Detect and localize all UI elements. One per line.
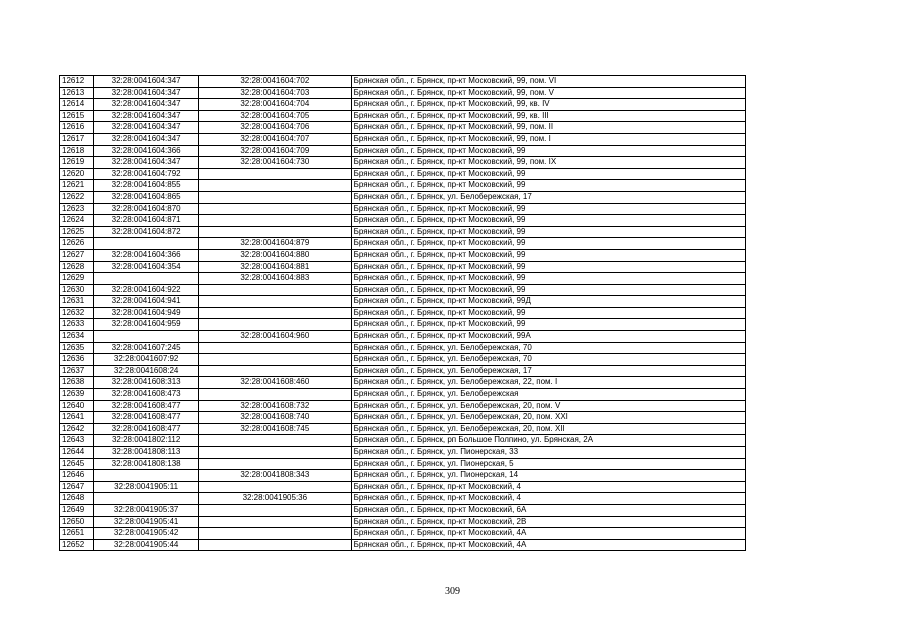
row-number-cell: 12620 bbox=[60, 168, 94, 180]
table-row bbox=[60, 481, 746, 493]
row-number-cell: 12622 bbox=[60, 191, 94, 203]
address-cell: Брянская обл., г. Брянск, пр-кт Московский, 99 bbox=[351, 180, 745, 192]
address-cell: Брянская обл., г. Брянск, ул. Белобережская, 20, пом. XII bbox=[351, 423, 745, 435]
row-number-cell: 12642 bbox=[60, 423, 94, 435]
parcel-cadastral-number-cell: 32:28:0041607:245 bbox=[94, 342, 199, 354]
address-cell: Брянская обл., г. Брянск, пр-кт Московский, 99, пом. V bbox=[351, 87, 745, 99]
row-number-cell: 12647 bbox=[60, 481, 94, 493]
address-cell: Брянская обл., г. Брянск, ул. Пионерская, 5 bbox=[351, 458, 745, 470]
parcel-cadastral-number-cell bbox=[94, 470, 199, 482]
table-row bbox=[60, 458, 746, 470]
address-cell: Брянская обл., г. Брянск, пр-кт Московский, 4А bbox=[351, 528, 745, 540]
table-body bbox=[60, 76, 746, 551]
address-cell: Брянская обл., г. Брянск, пр-кт Московский, 99 bbox=[351, 145, 745, 157]
address-cell: Брянская обл., г. Брянск, ул. Белобережская, 17 bbox=[351, 191, 745, 203]
parcel-cadastral-number-cell: 32:28:0041604:347 bbox=[94, 87, 199, 99]
address-cell: Брянская обл., г. Брянск, пр-кт Московский, 4 bbox=[351, 481, 745, 493]
parcel-cadastral-number-cell: 32:28:0041608:477 bbox=[94, 412, 199, 424]
table-row bbox=[60, 539, 746, 551]
page-number: 309 bbox=[445, 586, 460, 597]
row-number-cell: 12613 bbox=[60, 87, 94, 99]
parcel-cadastral-number-cell bbox=[94, 238, 199, 250]
parcel-cadastral-number-cell bbox=[94, 493, 199, 505]
parcel-cadastral-number-cell: 32:28:0041802:112 bbox=[94, 435, 199, 447]
object-cadastral-number-cell: 32:28:0041604:707 bbox=[199, 133, 352, 145]
address-cell: Брянская обл., г. Брянск, пр-кт Московский, 99 bbox=[351, 168, 745, 180]
parcel-cadastral-number-cell: 32:28:0041604:871 bbox=[94, 215, 199, 227]
address-cell: Брянская обл., г. Брянск, пр-кт Московский, 2В bbox=[351, 516, 745, 528]
object-cadastral-number-cell bbox=[199, 296, 352, 308]
table-row bbox=[60, 226, 746, 238]
table-row bbox=[60, 354, 746, 366]
parcel-cadastral-number-cell: 32:28:0041808:138 bbox=[94, 458, 199, 470]
parcel-cadastral-number-cell: 32:28:0041808:113 bbox=[94, 447, 199, 459]
row-number-cell: 12639 bbox=[60, 389, 94, 401]
object-cadastral-number-cell: 32:28:0041604:705 bbox=[199, 110, 352, 122]
row-number-cell: 12634 bbox=[60, 331, 94, 343]
row-number-cell: 12629 bbox=[60, 273, 94, 285]
row-number-cell: 12625 bbox=[60, 226, 94, 238]
parcel-cadastral-number-cell: 32:28:0041905:41 bbox=[94, 516, 199, 528]
parcel-cadastral-number-cell: 32:28:0041608:477 bbox=[94, 423, 199, 435]
table-row bbox=[60, 296, 746, 308]
address-cell: Брянская обл., г. Брянск, ул. Белобережская, 20, пом. V bbox=[351, 400, 745, 412]
object-cadastral-number-cell: 32:28:0041604:881 bbox=[199, 261, 352, 273]
table-row bbox=[60, 342, 746, 354]
row-number-cell: 12633 bbox=[60, 319, 94, 331]
address-cell: Брянская обл., г. Брянск, пр-кт Московский, 99 bbox=[351, 284, 745, 296]
table-row bbox=[60, 145, 746, 157]
address-cell: Брянская обл., г. Брянск, пр-кт Московский, 99 bbox=[351, 238, 745, 250]
table-row bbox=[60, 284, 746, 296]
row-number-cell: 12624 bbox=[60, 215, 94, 227]
table-row bbox=[60, 76, 746, 88]
address-cell: Брянская обл., г. Брянск, пр-кт Московский, 99Д bbox=[351, 296, 745, 308]
object-cadastral-number-cell bbox=[199, 389, 352, 401]
row-number-cell: 12621 bbox=[60, 180, 94, 192]
object-cadastral-number-cell bbox=[199, 504, 352, 516]
address-cell: Брянская обл., г. Брянск, пр-кт Московский, 99 bbox=[351, 226, 745, 238]
row-number-cell: 12627 bbox=[60, 249, 94, 261]
object-cadastral-number-cell: 32:28:0041604:730 bbox=[199, 157, 352, 169]
row-number-cell: 12651 bbox=[60, 528, 94, 540]
object-cadastral-number-cell bbox=[199, 516, 352, 528]
table-row bbox=[60, 516, 746, 528]
table-row bbox=[60, 203, 746, 215]
object-cadastral-number-cell: 32:28:0041604:702 bbox=[199, 76, 352, 88]
object-cadastral-number-cell bbox=[199, 203, 352, 215]
address-cell: Брянская обл., г. Брянск, ул. Пионерская, 33 bbox=[351, 447, 745, 459]
address-cell: Брянская обл., г. Брянск, пр-кт Московский, 99 bbox=[351, 273, 745, 285]
object-cadastral-number-cell: 32:28:0041808:343 bbox=[199, 470, 352, 482]
object-cadastral-number-cell bbox=[199, 191, 352, 203]
address-cell: Брянская обл., г. Брянск, ул. Белобережская, 17 bbox=[351, 365, 745, 377]
row-number-cell: 12619 bbox=[60, 157, 94, 169]
address-cell: Брянская обл., г. Брянск, ул. Белобережская bbox=[351, 389, 745, 401]
row-number-cell: 12638 bbox=[60, 377, 94, 389]
table-row bbox=[60, 168, 746, 180]
table-row bbox=[60, 389, 746, 401]
object-cadastral-number-cell: 32:28:0041604:960 bbox=[199, 331, 352, 343]
address-cell: Брянская обл., г. Брянск, ул. Белобережская, 22, пом. I bbox=[351, 377, 745, 389]
table-row bbox=[60, 400, 746, 412]
table-row bbox=[60, 435, 746, 447]
object-cadastral-number-cell: 32:28:0041604:880 bbox=[199, 249, 352, 261]
object-cadastral-number-cell: 32:28:0041608:460 bbox=[199, 377, 352, 389]
parcel-cadastral-number-cell: 32:28:0041905:11 bbox=[94, 481, 199, 493]
table-row bbox=[60, 99, 746, 111]
address-cell: Брянская обл., г. Брянск, пр-кт Московский, 99 bbox=[351, 307, 745, 319]
object-cadastral-number-cell: 32:28:0041608:732 bbox=[199, 400, 352, 412]
table-row bbox=[60, 504, 746, 516]
object-cadastral-number-cell: 32:28:0041604:709 bbox=[199, 145, 352, 157]
parcel-cadastral-number-cell: 32:28:0041604:347 bbox=[94, 110, 199, 122]
address-cell: Брянская обл., г. Брянск, пр-кт Московский, 99 bbox=[351, 203, 745, 215]
address-cell: Брянская обл., г. Брянск, пр-кт Московский, 99А bbox=[351, 331, 745, 343]
parcel-cadastral-number-cell: 32:28:0041604:347 bbox=[94, 122, 199, 134]
object-cadastral-number-cell bbox=[199, 481, 352, 493]
parcel-cadastral-number-cell: 32:28:0041604:922 bbox=[94, 284, 199, 296]
object-cadastral-number-cell bbox=[199, 215, 352, 227]
address-cell: Брянская обл., г. Брянск, пр-кт Московский, 99, кв. III bbox=[351, 110, 745, 122]
row-number-cell: 12630 bbox=[60, 284, 94, 296]
table-row bbox=[60, 133, 746, 145]
address-cell: Брянская обл., г. Брянск, пр-кт Московский, 99 bbox=[351, 261, 745, 273]
row-number-cell: 12614 bbox=[60, 99, 94, 111]
parcel-cadastral-number-cell: 32:28:0041604:872 bbox=[94, 226, 199, 238]
object-cadastral-number-cell bbox=[199, 284, 352, 296]
object-cadastral-number-cell bbox=[199, 307, 352, 319]
row-number-cell: 12626 bbox=[60, 238, 94, 250]
object-cadastral-number-cell: 32:28:0041604:879 bbox=[199, 238, 352, 250]
table-row bbox=[60, 215, 746, 227]
object-cadastral-number-cell bbox=[199, 458, 352, 470]
address-cell: Брянская обл., г. Брянск, пр-кт Московский, 99 bbox=[351, 319, 745, 331]
parcel-cadastral-number-cell bbox=[94, 331, 199, 343]
parcel-cadastral-number-cell: 32:28:0041604:347 bbox=[94, 76, 199, 88]
parcel-cadastral-number-cell: 32:28:0041608:473 bbox=[94, 389, 199, 401]
object-cadastral-number-cell bbox=[199, 226, 352, 238]
object-cadastral-number-cell: 32:28:0041604:704 bbox=[199, 99, 352, 111]
table-row bbox=[60, 261, 746, 273]
address-cell: Брянская обл., г. Брянск, пр-кт Московский, 4 bbox=[351, 493, 745, 505]
row-number-cell: 12635 bbox=[60, 342, 94, 354]
table-row bbox=[60, 493, 746, 505]
row-number-cell: 12636 bbox=[60, 354, 94, 366]
address-cell: Брянская обл., г. Брянск, пр-кт Московский, 99, кв. IV bbox=[351, 99, 745, 111]
table-row bbox=[60, 365, 746, 377]
row-number-cell: 12612 bbox=[60, 76, 94, 88]
parcel-cadastral-number-cell: 32:28:0041604:959 bbox=[94, 319, 199, 331]
address-cell: Брянская обл., г. Брянск, пр-кт Московский, 99 bbox=[351, 215, 745, 227]
parcel-cadastral-number-cell: 32:28:0041604:347 bbox=[94, 157, 199, 169]
parcel-cadastral-number-cell: 32:28:0041604:366 bbox=[94, 249, 199, 261]
object-cadastral-number-cell: 32:28:0041608:745 bbox=[199, 423, 352, 435]
parcel-cadastral-number-cell: 32:28:0041604:949 bbox=[94, 307, 199, 319]
object-cadastral-number-cell bbox=[199, 365, 352, 377]
table-row bbox=[60, 528, 746, 540]
object-cadastral-number-cell: 32:28:0041604:703 bbox=[199, 87, 352, 99]
table-row bbox=[60, 273, 746, 285]
row-number-cell: 12652 bbox=[60, 539, 94, 551]
object-cadastral-number-cell bbox=[199, 319, 352, 331]
address-cell: Брянская обл., г. Брянск, пр-кт Московский, 99, пом. I bbox=[351, 133, 745, 145]
table-row bbox=[60, 423, 746, 435]
row-number-cell: 12628 bbox=[60, 261, 94, 273]
parcel-cadastral-number-cell: 32:28:0041604:792 bbox=[94, 168, 199, 180]
parcel-cadastral-number-cell bbox=[94, 273, 199, 285]
address-cell: Брянская обл., г. Брянск, пр-кт Московский, 6А bbox=[351, 504, 745, 516]
table-row bbox=[60, 249, 746, 261]
address-cell: Брянская обл., г. Брянск, ул. Белобережская, 70 bbox=[351, 342, 745, 354]
object-cadastral-number-cell bbox=[199, 342, 352, 354]
object-cadastral-number-cell bbox=[199, 539, 352, 551]
object-cadastral-number-cell bbox=[199, 354, 352, 366]
table-row bbox=[60, 331, 746, 343]
table-row bbox=[60, 180, 746, 192]
table-row bbox=[60, 110, 746, 122]
parcel-cadastral-number-cell: 32:28:0041608:477 bbox=[94, 400, 199, 412]
table-row bbox=[60, 191, 746, 203]
row-number-cell: 12637 bbox=[60, 365, 94, 377]
parcel-cadastral-number-cell: 32:28:0041604:366 bbox=[94, 145, 199, 157]
parcel-cadastral-number-cell: 32:28:0041604:855 bbox=[94, 180, 199, 192]
object-cadastral-number-cell bbox=[199, 435, 352, 447]
table-row bbox=[60, 307, 746, 319]
object-cadastral-number-cell bbox=[199, 528, 352, 540]
row-number-cell: 12650 bbox=[60, 516, 94, 528]
address-cell: Брянская обл., г. Брянск, ул. Белобережская, 70 bbox=[351, 354, 745, 366]
address-cell: Брянская обл., г. Брянск, ул. Пионерская, 14 bbox=[351, 470, 745, 482]
table-row bbox=[60, 319, 746, 331]
object-cadastral-number-cell: 32:28:0041608:740 bbox=[199, 412, 352, 424]
row-number-cell: 12648 bbox=[60, 493, 94, 505]
object-cadastral-number-cell bbox=[199, 168, 352, 180]
object-cadastral-number-cell: 32:28:0041604:883 bbox=[199, 273, 352, 285]
cadastral-table bbox=[59, 75, 746, 551]
row-number-cell: 12632 bbox=[60, 307, 94, 319]
row-number-cell: 12643 bbox=[60, 435, 94, 447]
row-number-cell: 12644 bbox=[60, 447, 94, 459]
row-number-cell: 12617 bbox=[60, 133, 94, 145]
row-number-cell: 12640 bbox=[60, 400, 94, 412]
address-cell: Брянская обл., г. Брянск, пр-кт Московский, 4А bbox=[351, 539, 745, 551]
row-number-cell: 12649 bbox=[60, 504, 94, 516]
table-row bbox=[60, 238, 746, 250]
parcel-cadastral-number-cell: 32:28:0041604:865 bbox=[94, 191, 199, 203]
parcel-cadastral-number-cell: 32:28:0041604:354 bbox=[94, 261, 199, 273]
address-cell: Брянская обл., г. Брянск, рп Большое Полпино, ул. Брянская, 2А bbox=[351, 435, 745, 447]
table-row bbox=[60, 412, 746, 424]
object-cadastral-number-cell bbox=[199, 180, 352, 192]
parcel-cadastral-number-cell: 32:28:0041607:92 bbox=[94, 354, 199, 366]
address-cell: Брянская обл., г. Брянск, пр-кт Московский, 99, пом. IX bbox=[351, 157, 745, 169]
parcel-cadastral-number-cell: 32:28:0041604:347 bbox=[94, 99, 199, 111]
table-row bbox=[60, 377, 746, 389]
parcel-cadastral-number-cell: 32:28:0041905:37 bbox=[94, 504, 199, 516]
row-number-cell: 12618 bbox=[60, 145, 94, 157]
table-row bbox=[60, 447, 746, 459]
row-number-cell: 12631 bbox=[60, 296, 94, 308]
address-cell: Брянская обл., г. Брянск, ул. Белобережская, 20, пом. XXI bbox=[351, 412, 745, 424]
parcel-cadastral-number-cell: 32:28:0041905:42 bbox=[94, 528, 199, 540]
table-row bbox=[60, 470, 746, 482]
address-cell: Брянская обл., г. Брянск, пр-кт Московский, 99 bbox=[351, 249, 745, 261]
parcel-cadastral-number-cell: 32:28:0041608:24 bbox=[94, 365, 199, 377]
table-row bbox=[60, 122, 746, 134]
row-number-cell: 12646 bbox=[60, 470, 94, 482]
parcel-cadastral-number-cell: 32:28:0041608:313 bbox=[94, 377, 199, 389]
table-row bbox=[60, 157, 746, 169]
object-cadastral-number-cell: 32:28:0041905:36 bbox=[199, 493, 352, 505]
object-cadastral-number-cell bbox=[199, 447, 352, 459]
parcel-cadastral-number-cell: 32:28:0041604:347 bbox=[94, 133, 199, 145]
parcel-cadastral-number-cell: 32:28:0041604:870 bbox=[94, 203, 199, 215]
row-number-cell: 12623 bbox=[60, 203, 94, 215]
address-cell: Брянская обл., г. Брянск, пр-кт Московский, 99, пом. VI bbox=[351, 76, 745, 88]
parcel-cadastral-number-cell: 32:28:0041905:44 bbox=[94, 539, 199, 551]
parcel-cadastral-number-cell: 32:28:0041604:941 bbox=[94, 296, 199, 308]
table-row bbox=[60, 87, 746, 99]
row-number-cell: 12616 bbox=[60, 122, 94, 134]
object-cadastral-number-cell: 32:28:0041604:706 bbox=[199, 122, 352, 134]
row-number-cell: 12641 bbox=[60, 412, 94, 424]
row-number-cell: 12645 bbox=[60, 458, 94, 470]
address-cell: Брянская обл., г. Брянск, пр-кт Московский, 99, пом. II bbox=[351, 122, 745, 134]
row-number-cell: 12615 bbox=[60, 110, 94, 122]
